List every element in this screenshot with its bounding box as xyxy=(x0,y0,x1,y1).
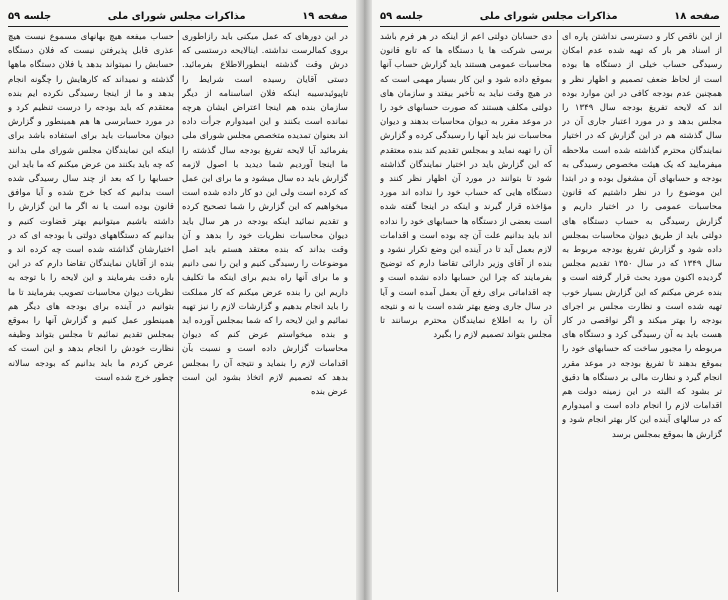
right-page xyxy=(372,0,728,600)
book-gutter xyxy=(356,0,372,600)
body-text: در این دورهای که عمل میکنی باید رازاطوری بروی کمالرست نداشته. اینالایحه درستسی که درش وقت گذشته اینطورالاطلاع بفرمائید. دستی آقایان رسیده است شرایط را تاپیوئیدسیبه اینکه فلان اساسنامه از دیگر سازمان بنده هم اینجا اعتراض ایشان هرچه نمانده است بکنند و این امیدوارم جرأت داده اند بعنوان تمدیده متخصص مجلس شورای ملی بفرمائید آیا لایحه تفریغ بودجه سال گذشته را ما اینجا آوردیم شما دیدید با اصول لازمه گزارش باید ده سال میشود و ما برای این عمل که کرده است ولی این دو کار داده شده است میخواهیم که این گزارش را شما تصحیح کرده و تقدیم نمائید اینکه بودجه در هر سال باید دیوان محاسبات نظریات خود را بدهد و آن وقت بداند که بنده معتقد هستم باید اصل موضوعات را رسیدگی کنیم و این را نمی دانیم و ما برای آنها راه بدیم برای اینکه ما تکلیف داریم این را بنده عرض میکنم که کار مملکت را باید انجام بدهیم و گزارشات لازم را نیز تهیه نمائیم و این لایحه را که شما بمجلس آورده اید و بنده میخواستم عرض کنم که دیوان محاسبات گزارش داده است و نسبت بآن اقدامات لازم را بنماید و نتیجه آن را بمجلس بدهد که تصمیم لازم اتخاذ بشود این است عرض بنده xyxy=(182,32,348,398)
text-column-right xyxy=(182,30,348,596)
body-text: حساب میفعه هیچ بهانهای مسموع نیست هیچ عذری قابل پذیرفتن نیست که فلان دستگاه حسابش را نمیتواند بدهد یا فلان دستگاه ماهها گذشته و نمیداند که کارهایش را چگونه انجام بدهد و ما از اینجا رسیدگی نکرده ایم بنده معتقدم که باید بودجه را درست تنظیم کرد و در مورد حسابرسی ها هم همینطور و گزارش دیوان محاسبات باید برای استفاده باشد برای اینکه این نمایندگان مجلس شورای ملی بدانند که چه باید بکنند من عرض میکنم که ما باید این حسابها را که بعد از چند سال رسیدگی شده است بدانیم که کجا خرج شده و آیا موافق قانون بوده است یا نه اگر ما این گزارش را داشته باشیم میتوانیم بهتر قضاوت کنیم و بدانیم که دستگاههای دولتی با بودجه ای که در اختیارشان گذاشته شده است چه کرده اند و بنده از آقایان نمایندگان تقاضا دارم که در این باره دقت بفرمایند و این لایحه را با توجه به نظریات دیوان محاسبات تصویب بفرمایند تا ما بتوانیم در آینده برای بودجه های دیگر هم همینطور عمل کنیم و گزارش آنها را بموقع بمجلس تقدیم نمائیم تا مجلس بتواند وظیفه نظارت خودش را انجام بدهد و این است که عرض کردم ما باید بدانیم که بودجه سالانه چطور خرج شده است xyxy=(8,32,174,383)
column-divider xyxy=(557,30,558,592)
session-number: جلسه ۵۹ xyxy=(380,10,424,22)
page-number: صفحه ۱۹ xyxy=(302,10,348,22)
text-column-right xyxy=(562,30,722,596)
column-divider xyxy=(178,30,179,592)
body-text: از این ناقص کار و دسترسی نداشتن پاره ای از اسناد هر بار که تهیه شده عدم امکان رسیدگی حساب خیلی از دستگاه ها بوده است از لحاظ ضعف تصمیم و اظهار نظر و همچنین عدم بودجه کافی در این موارد بوده اند که لایحه تفریغ بودجه سال ۱۳۴۹ را مجلس بدهد و در مورد اعتبار جاری آن در سال گذشته هم در این گزارش که در اختیار نمایندگان محترم گذاشته شده است ملاحظه میفرمایید که یک هیئت مخصوص رسیدگی به بودجه و حسابهای آن مشغول بوده و در ابتدا این موضوع را در نظر داشتیم که قانون محاسبات عمومی را در اختیار داریم و گزارش رسیدگی به حساب دستگاه های دولتی باید از طریق دیوان محاسبات بمجلس داده شود و گزارش تفریغ بودجه مربوط به سال ۱۳۴۹ که در سال ۱۳۵۰ تقدیم مجلس گردیده اکنون مورد بحث قرار گرفته است و بنده عرض میکنم که این گزارش بسیار خوب تهیه شده است و نظارت مجلس بر اجرای بودجه را بهتر میکند و اگر نواقصی در کار هست باید به آن رسیدگی کرد و دستگاه های مربوطه را مجبور ساخت که حسابهای خود را بموقع بدهند تا تفریغ بودجه در موعد مقرر انجام گیرد و نظارت مالی بر دستگاه ها دقیق تر بشود که البته در این زمینه دولت هم اقدامات لازم را انجام داده است و امیدوارم که در سالهای آینده این کار بهتر انجام شود و گزارش ها بموقع بمجلس برسد xyxy=(562,32,722,440)
running-title: مذاکرات مجلس شورای ملی xyxy=(479,10,618,22)
session-number: جلسه ۵۹ xyxy=(8,10,52,22)
body-text: دی حسابان دولتی اعم از اینکه در هر فرم باشد برسی شرکت ها یا دستگاه ها که تابع قانون محاسبات عمومی هستند باید گزارش حساب آنها بموقع داده شود و این کار بسیار مهمی است که در هیچ وقت نباید به تأخیر بیفتد و سازمان های دولتی مکلف هستند که صورت حسابهای خود را در موعد مقرر به دیوان محاسبات بدهند و دیوان محاسبات نیز باید آنها را رسیدگی کرده و گزارش آن را تهیه نماید و بمجلس تقدیم کند بنده معتقدم که این گزارش باید در اختیار نمایندگان گذاشته شود تا بتوانند در مورد آن اظهار نظر کنند و دستگاه هایی که حساب خود را نداده اند مورد مؤاخذه قرار گیرند و اینکه در اینجا گفته شده است بعضی از دستگاه ها حسابهای خود را نداده اند باید بدانیم علت آن چه بوده است و اقدامات لازم بعمل آید تا در آینده این وضع تکرار نشود و بنده از آقای وزیر دارائی تقاضا دارم که توضیح بفرمایند که چرا این حسابها داده نشده است و چه اقداماتی برای رفع آن بعمل آمده است و آیا در سال جاری وضع بهتر شده است یا نه و نتیجه آن را به اطلاع نمایندگان محترم برسانند تا مجلس بتواند تصمیم لازم را بگیرد xyxy=(380,32,552,341)
page-number: صفحه ۱۸ xyxy=(674,10,720,22)
running-title: مذاکرات مجلس شورای ملی xyxy=(107,10,246,22)
page-header xyxy=(8,6,348,27)
text-column-left xyxy=(380,30,552,596)
text-column-left xyxy=(8,30,174,596)
page-header xyxy=(380,6,720,27)
left-page xyxy=(0,0,356,600)
